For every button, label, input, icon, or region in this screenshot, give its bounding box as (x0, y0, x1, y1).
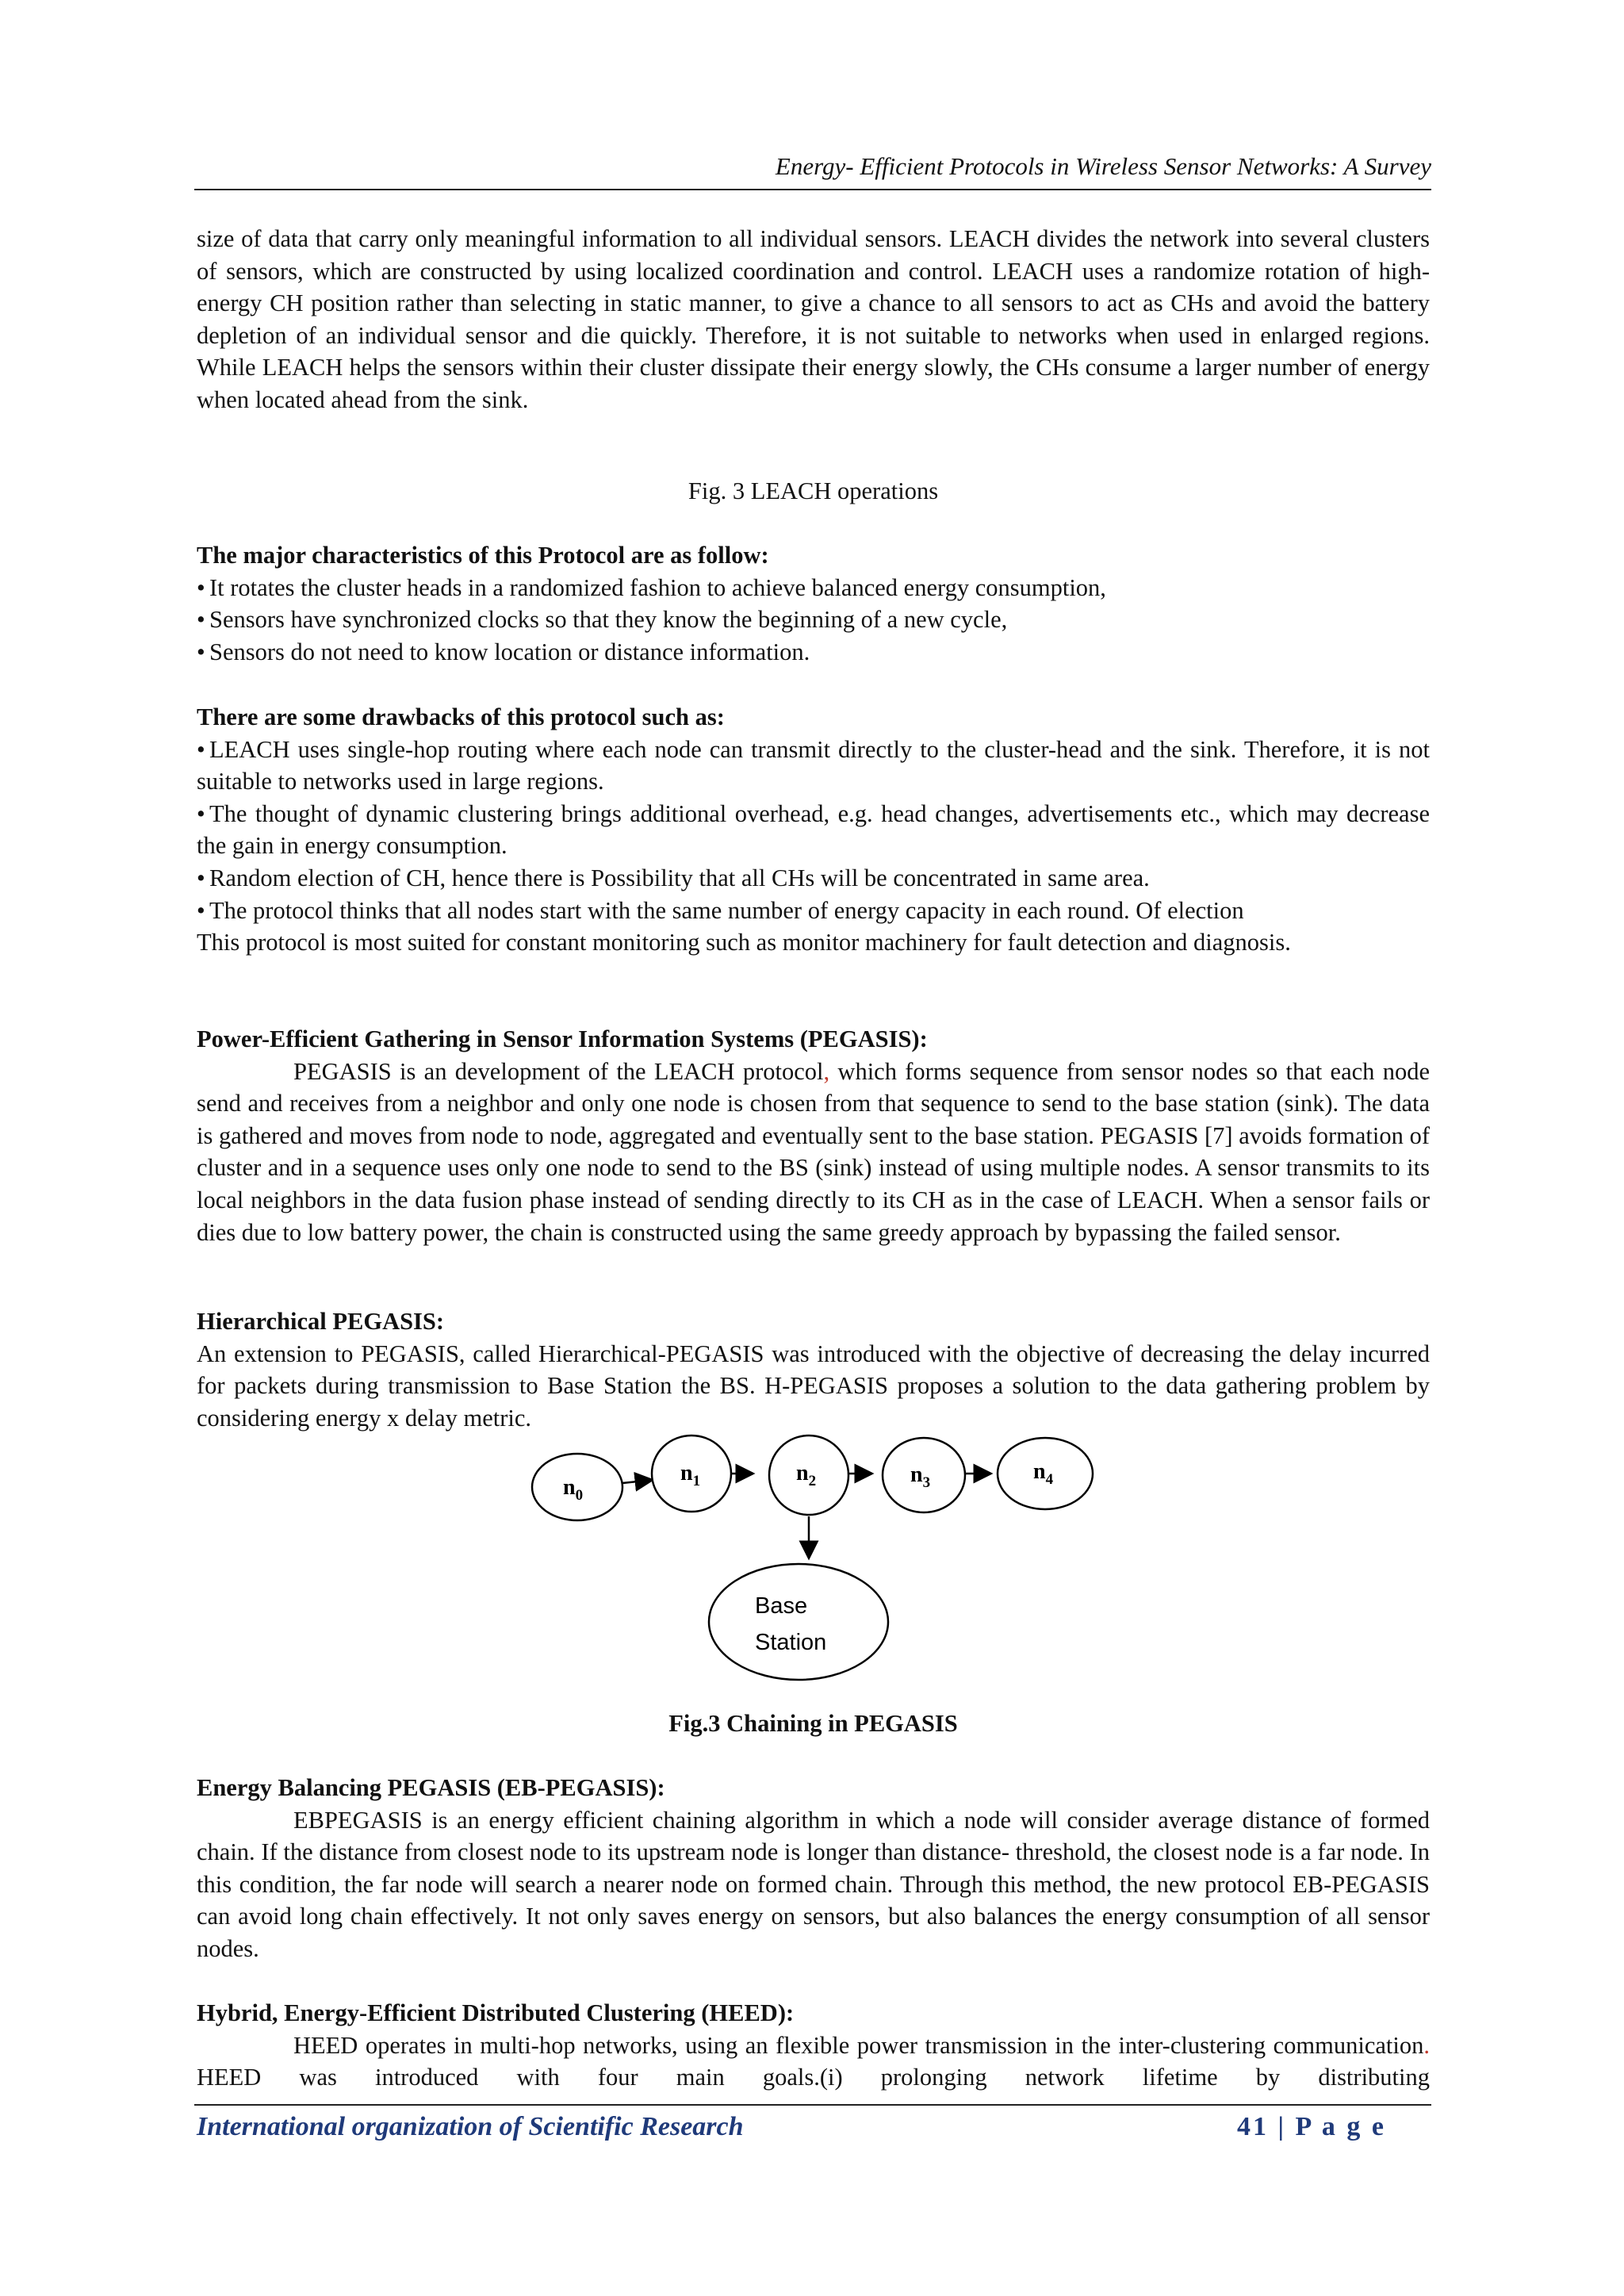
chain-node (769, 1435, 848, 1515)
bullet-icon: • (197, 573, 205, 601)
svg-text:n2: $n_2$ (796, 1461, 817, 1489)
footer-page-number: 41 | P a g e (1237, 2112, 1386, 2141)
fig-leach-caption: Fig. 3 LEACH operations (688, 477, 939, 504)
ebpegasis-paragraph: EBPEGASIS is an energy efficient chaining algorithm in which a node will consider average distance of formed chain. If the distance from closest node to its upstream node is longer than distance- threshold, the closest node is a far node. In this condition, the far node will search a nearer node on formed chain. Through this method, the new protocol EB-PEGASIS can avoid long chain effectively. It not only saves energy on sensors, but also balances the energy consumption of all sensor nodes. (197, 1806, 1430, 1962)
bullet-icon: • (197, 864, 205, 891)
pegasis-chain-diagram (523, 1428, 1110, 1681)
chain-node (998, 1438, 1093, 1509)
characteristics-section (197, 539, 1430, 668)
heed-section (197, 1997, 1430, 2094)
svg-text:Base: Base (755, 1593, 808, 1619)
hpegasis-section (197, 1305, 1430, 1434)
bullet-icon: • (197, 896, 205, 924)
characteristics-item: • Sensors do not need to know location or distance information. (197, 636, 1430, 669)
ebpegasis-heading: Energy Balancing PEGASIS (EB-PEGASIS): (197, 1774, 665, 1801)
pegasis-section (197, 1023, 1430, 1248)
hpegasis-heading: Hierarchical PEGASIS: (197, 1308, 445, 1335)
pegasis-heading: Power-Efficient Gathering in Sensor Information Systems (PEGASIS): (197, 1025, 928, 1052)
footer-journal-name: International organization of Scientific Research (197, 2112, 744, 2141)
drawbacks-item: • The protocol thinks that all nodes start with the same number of energy capacity in each round. Of election (197, 895, 1430, 927)
intro-section (197, 223, 1430, 416)
chain-node (883, 1438, 965, 1512)
intro-paragraph: size of data that carry only meaningful information to all individual sensors. LEACH divides the network into several clusters of sensors, which are constructed by using localized coordination and control. LEACH uses a randomize rotation of high-energy CH position rather than selecting in static manner, to give a chance to all sensors to act as CHs and avoid the battery depletion of an individual sensor and die quickly. Therefore, it is not suitable to networks when used in enlarged regions. While LEACH helps the sensors within their cluster dissipate their energy slowly, the CHs consume a larger number of energy when located ahead from the sink. (197, 225, 1430, 413)
running-header-title: Energy- Efficient Protocols in Wireless Sensor Networks: A Survey (775, 152, 1431, 180)
heed-paragraph: HEED operates in multi-hop networks, using an flexible power transmission in the inter-clustering communication. HEED was introduced with four main goals.(i) prolonging network lifetime by distributing (197, 2031, 1430, 2091)
svg-text:n4: $n_4$ (1033, 1459, 1054, 1488)
drawbacks-heading: There are some drawbacks of this protocol such as: (197, 703, 725, 730)
characteristics-item: • Sensors have synchronized clocks so that they know the beginning of a new cycle, (197, 604, 1430, 636)
drawbacks-section (197, 701, 1430, 959)
chain-arrow (622, 1480, 653, 1483)
heed-heading: Hybrid, Energy-Efficient Distributed Clustering (HEED): (197, 1999, 795, 2026)
pegasis-paragraph: PEGASIS is an development of the LEACH protocol, which forms sequence from sensor nodes so that each node send and receives from a neighbor and only one node is chosen from that sequence to send to the base station (sink). The data is gathered and moves from node to node, aggregated and eventually sent to the base station. PEGASIS [7] avoids formation of cluster and in a sequence uses only one node to send to the BS (sink) instead of using multiple nodes. A sensor transmits to its local neighbors in the data fusion phase instead of sending directly to its CH as in the case of LEACH. When a sensor fails or dies due to low battery power, the chain is constructed using the same greedy approach by bypassing the failed sensor. (197, 1057, 1431, 1246)
ebpegasis-section (197, 1772, 1430, 1965)
drawbacks-closing: This protocol is most suited for constant monitoring such as monitor machinery for fault detection and diagnosis. (197, 929, 1291, 956)
chain-node (532, 1454, 622, 1520)
drawbacks-item: • LEACH uses single-hop routing where each node can transmit directly to the cluster-head and the sink. Therefore, it is not suitable to networks used in large regions. (197, 734, 1430, 798)
svg-text:n0: $n_0$ (563, 1475, 584, 1504)
svg-text:Station: Station (755, 1630, 827, 1655)
drawbacks-item: • The thought of dynamic clustering brings additional overhead, e.g. head changes, advertisements etc., which may decrease the gain in energy consumption. (197, 798, 1430, 862)
svg-text:n3: $n_3$ (910, 1462, 931, 1491)
base-station-node (709, 1564, 888, 1680)
bullet-icon: • (197, 799, 205, 827)
characteristics-item: • It rotates the cluster heads in a randomized fashion to achieve balanced energy consumption, (197, 572, 1430, 604)
bullet-icon: • (197, 735, 205, 763)
hpegasis-paragraph: An extension to PEGASIS, called Hierarchical-PEGASIS was introduced with the objective of decreasing the delay incurred for packets during transmission to Base Station the BS. H-PEGASIS proposes a solution to the data gathering problem by considering energy x delay metric. (197, 1340, 1430, 1432)
chain-node (652, 1435, 731, 1512)
bullet-icon: • (197, 638, 205, 665)
fig-chaining-caption: Fig.3 Chaining in PEGASIS (668, 1710, 958, 1737)
footer-rule (194, 2104, 1431, 2106)
characteristics-heading: The major characteristics of this Protocol are as follow: (197, 542, 769, 569)
bullet-icon: • (197, 606, 205, 634)
svg-text:n1: $n_1$ (680, 1461, 701, 1489)
drawbacks-item: • Random election of CH, hence there is Possibility that all CHs will be concentrated in same area. (197, 862, 1430, 895)
header-rule (194, 189, 1431, 190)
